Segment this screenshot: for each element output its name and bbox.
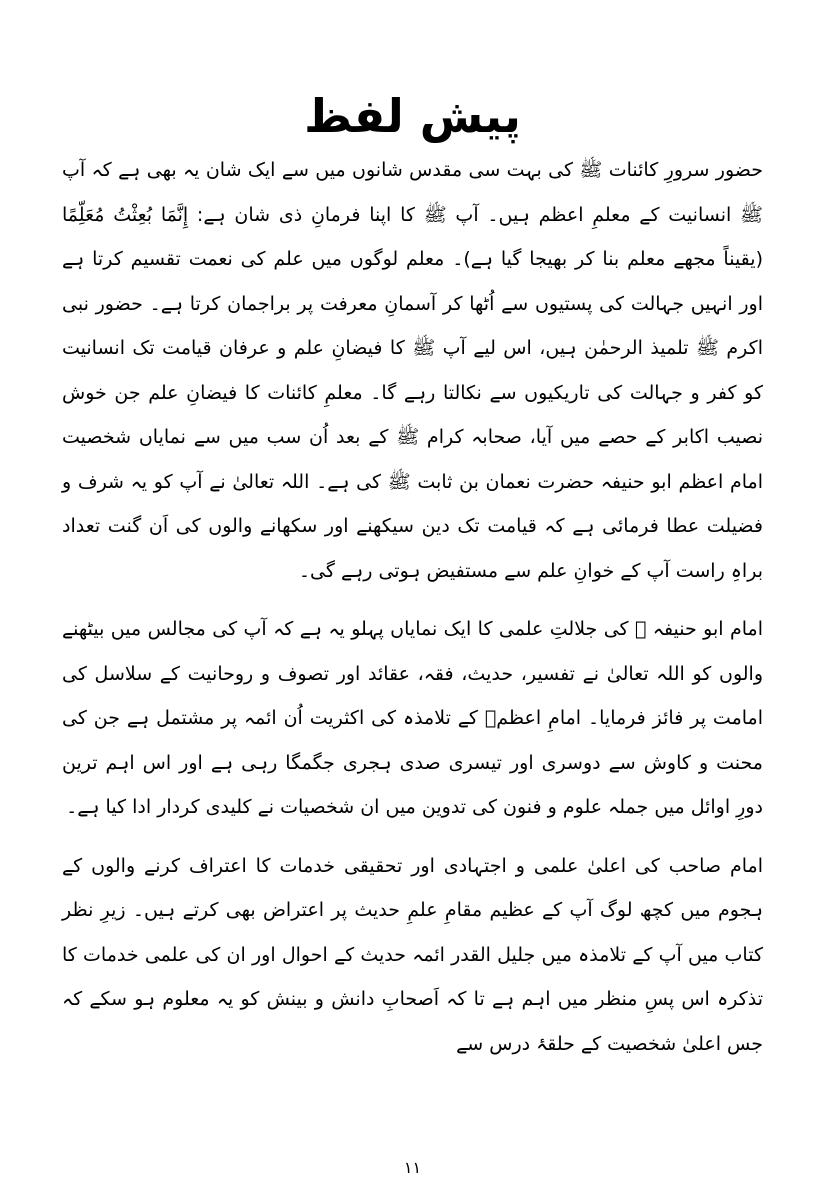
preface-body <box>62 148 763 1066</box>
paragraph-2: امام ابو حنیفہ ﷺ کی جلالتِ علمی کا ایک نمایاں پہلو یہ ہے کہ آپ کی مجالس میں بیٹھنے والوں کو اللہ تعالیٰ نے تفسیر، حدیث، فقہ، عقائد اور تصوف و روحانیت کے سلاسل کی امامت پر فائز فرمایا۔ امامِ اعظمؒ کے تلامذہ کی اکثریت اُن ائمہ پر مشتمل ہے جن کی محنت و کاوش سے دوسری اور تیسری صدی ہجری جگمگا رہی ہے اور اس اہم ترین دورِ اوائل میں جملہ علوم و فنون کی تدوین میں ان شخصیات نے کلیدی کردار ادا کیا ہے۔ <box>62 618 763 818</box>
paragraph-3: امام صاحب کی اعلیٰ علمی و اجتہادی اور تحقیقی خدمات کا اعتراف کرنے والوں کے ہجوم میں کچھ لوگ آپ کے عظیم مقامِ علمِ حدیث پر اعتراض بھی کرتے ہیں۔ زیرِ نظر کتاب میں آپ کے تلامذہ میں جلیل القدر ائمہ حدیث کے احوال اور ان کی علمی خدمات کا تذکرہ اس پسِ منظر میں اہم ہے تا کہ اَصحابِ دانش و بینش کو یہ معلوم ہو سکے کہ جس اعلیٰ شخصیت کے حلقۂ درس سے <box>62 854 763 1055</box>
paragraph-1: حضور سرورِ کائنات ﷺ کی بہت سی مقدس شانوں میں سے ایک شان یہ بھی ہے کہ آپ ﷺ انسانیت کے معلمِ اعظم ہیں۔ آپ ﷺ کا اپنا فرمانِ ذی شان ہے: إِنَّمَا بُعِثْتُ مُعَلِّمًا (یقیناً مجھے معلم بنا کر بھیجا گیا ہے)۔ معلم لوگوں میں علم کی نعمت تقسیم کرتا ہے اور انہیں جہالت کی پستیوں سے اُٹھا کر آسمانِ معرفت پر براجمان کرتا ہے۔ حضور نبی اکرم ﷺ تلمیذ الرحمٰن ہیں، اس لیے آپ ﷺ کا فیضانِ علم و عرفان قیامت تک انسانیت کو کفر و جہالت کی تاریکیوں سے نکالتا رہے گا۔ معلمِ کائنات کا فیضانِ علم جن خوش نصیب اکابر کے حصے میں آیا، صحابہ کرام ﷺ کے بعد اُن سب میں سے نمایاں شخصیت امام اعظم ابو حنیفہ حضرت نعمان بن ثابت ﷺ کی ہے۔ اللہ تعالیٰ نے آپ کو یہ شرف و فضیلت عطا فرمائی ہے کہ قیامت تک دین سیکھنے اور سکھانے والوں کی اَن گنت تعداد براہِ راست آپ کے خوانِ علم سے مستفیض ہوتی رہے گی۔ <box>62 159 763 582</box>
page-number: ۱۱ <box>403 1158 422 1177</box>
page-title: پیش لفظ <box>304 88 521 143</box>
